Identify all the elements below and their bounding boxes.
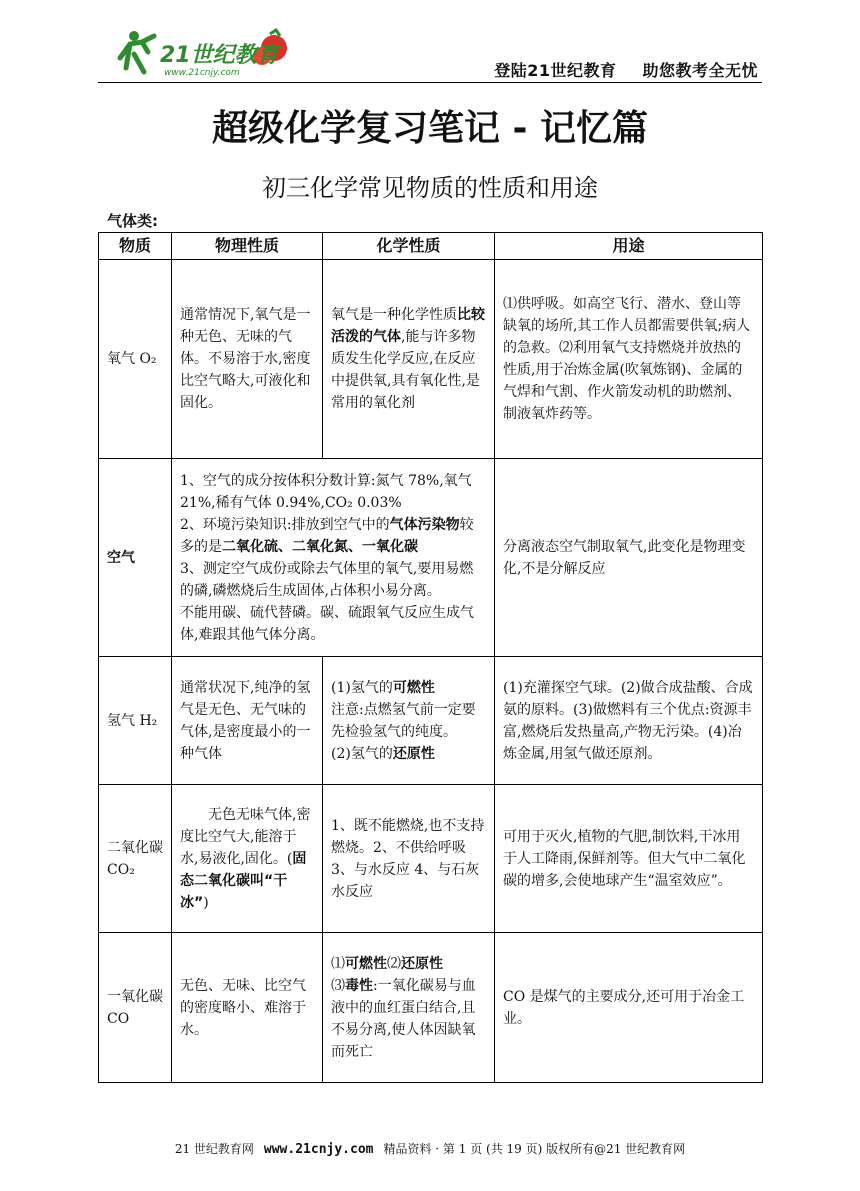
text: :一氧化碳易与血液中的血红蛋白结合,且不易分离,使人体因缺氧而死亡: [331, 977, 476, 1060]
footer-url[interactable]: www.21cnjy.com: [263, 1142, 374, 1157]
cell-use: ⑴供呼吸。如高空飞行、潜水、登山等缺氧的场所,其工作人员都需要供氧;病人的急救。⑵利用氧气支持燃烧并放热的性质,用于冶炼金属(吹氧炼钢)、金属的气焊和气割、作火箭发动机的助燃剂、制液氧炸药等。: [495, 260, 763, 459]
text: ⑴: [331, 955, 345, 972]
text: ⑶: [331, 977, 345, 994]
cell-name: [99, 459, 172, 657]
text: (2)氢气的: [331, 745, 393, 762]
text: 氧气是一种化学性质: [331, 307, 457, 323]
air-line-3: 3、测定空气成份或除去气体里的氧气,要用易燃的磷,磷燃烧后生成固体,占体积小易分离。: [180, 560, 474, 599]
logo-text: 21世纪教育: [160, 43, 279, 68]
text: 无色无味气体,密度比空气大,能溶于水,易液化,固化。(: [180, 806, 311, 867]
air-line-2: [180, 514, 486, 558]
text: 2、环境污染知识:排放到空气中的: [180, 516, 390, 533]
page-header: [98, 22, 762, 83]
chem-line-2: [331, 743, 486, 765]
cell-use: 分离液态空气制取氧气,此变化是物理变化,不是分解反应: [495, 459, 763, 657]
air-line-1: 1、空气的成分按体积分数计算:氮气 78%,氧气 21%,稀有气体 0.94%,CO₂ 0.03%: [180, 472, 472, 511]
cell-use: CO 是煤气的主要成分,还可用于冶金工业。: [495, 933, 763, 1083]
cell-chemical: [323, 933, 495, 1083]
site-logo: [112, 28, 302, 78]
bold-text: 还原性: [401, 955, 443, 972]
running-figure-icon: [120, 31, 154, 72]
slogan-left: 登陆21世纪教育: [494, 61, 617, 80]
footer-left: 21 世纪教育网: [174, 1142, 254, 1156]
bold-text: 气体污染物: [389, 516, 460, 533]
table-row: [99, 657, 763, 785]
cell-chemical: 1、既不能燃烧,也不支持燃烧。2、不供给呼吸 3、与水反应 4、与石灰水反应: [323, 785, 495, 933]
cell-use: (1)充灌探空气球。(2)做合成盐酸、合成氨的原料。(3)做燃料有三个优点:资源丰富,燃烧后发热量高,产物无污染。(4)冶炼金属,用氢气做还原剂。: [495, 657, 763, 785]
text: ): [203, 894, 209, 911]
cell-name: 氧气 O₂: [99, 260, 172, 459]
bold-text: 可燃性: [392, 679, 435, 696]
section-label: 气体类:: [107, 212, 158, 230]
table-row: [99, 260, 763, 459]
header-physical: 物理性质: [172, 233, 323, 260]
bold-text: 空气: [107, 549, 135, 566]
cell-name: 一氧化碳 CO: [99, 933, 172, 1083]
bold-text: 可燃性: [345, 955, 387, 972]
cell-physical: 通常情况下,氧气是一种无色、无味的气体。不易溶于水,密度比空气略大,可液化和固化。: [172, 260, 323, 459]
page-footer: [0, 1140, 860, 1157]
table-row: [99, 459, 763, 657]
cell-chemical: [323, 657, 495, 785]
header-chemical: 化学性质: [323, 233, 495, 260]
cell-chemical: [323, 260, 495, 459]
text: ⑵: [387, 955, 401, 972]
bold-text: 比较活泼的气体: [331, 307, 485, 345]
table-header-row: [99, 233, 763, 260]
cell-name: 二氧化碳 CO₂: [99, 785, 172, 933]
properties-table: [98, 232, 763, 1083]
cell-use: 可用于灭火,植物的气肥,制饮料,干冰用于人工降雨,保鲜剂等。但大气中二氧化碳的增多,会使地球产生“温室效应”。: [495, 785, 763, 933]
logo-url: www.21cnjy.com: [164, 68, 240, 78]
page-subtitle: 初三化学常见物质的性质和用途: [262, 174, 598, 202]
text: (1)氢气的: [331, 679, 393, 696]
bold-text: 毒性: [345, 977, 373, 994]
bold-text: 固态二氧化碳叫“干冰”: [180, 850, 307, 911]
text: 较多的是: [180, 516, 474, 555]
header-use: 用途: [495, 233, 763, 260]
cell-name: 氢气 H₂: [99, 657, 172, 785]
footer-right: 精品资料 · 第 1 页 (共 19 页) 版权所有@21 世纪教育网: [383, 1142, 686, 1156]
table-row: [99, 933, 763, 1083]
cell-air-notes: [172, 459, 495, 657]
text: ,能与许多物质发生化学反应,在反应中提供氧,具有氧化性,是常用的氧化剂: [331, 329, 480, 411]
bold-text: 二氧化硫、二氧化氮、一氧化碳: [222, 538, 418, 555]
cell-physical: [172, 785, 323, 933]
cell-physical: 通常状况下,纯净的氢气是无色、无气味的气体,是密度最小的一种气体: [172, 657, 323, 785]
bold-text: 还原性: [392, 745, 435, 762]
chem-line-1: [331, 677, 486, 699]
table-row: [99, 785, 763, 933]
header-slogan: [494, 58, 758, 81]
chem-note: 注意:点燃氢气前一定要先检验氢气的纯度。: [331, 701, 476, 740]
air-line-4: 不能用碳、硫代替磷。碳、硫跟氧气反应生成气体,难跟其他气体分离。: [180, 604, 474, 643]
cell-physical: 无色、无味、比空气的密度略小、难溶于水。: [172, 933, 323, 1083]
slogan-right: 助您教考全无忧: [642, 61, 758, 80]
header-substance: 物质: [99, 233, 172, 260]
page-title: 超级化学复习笔记 - 记忆篇: [211, 108, 648, 149]
